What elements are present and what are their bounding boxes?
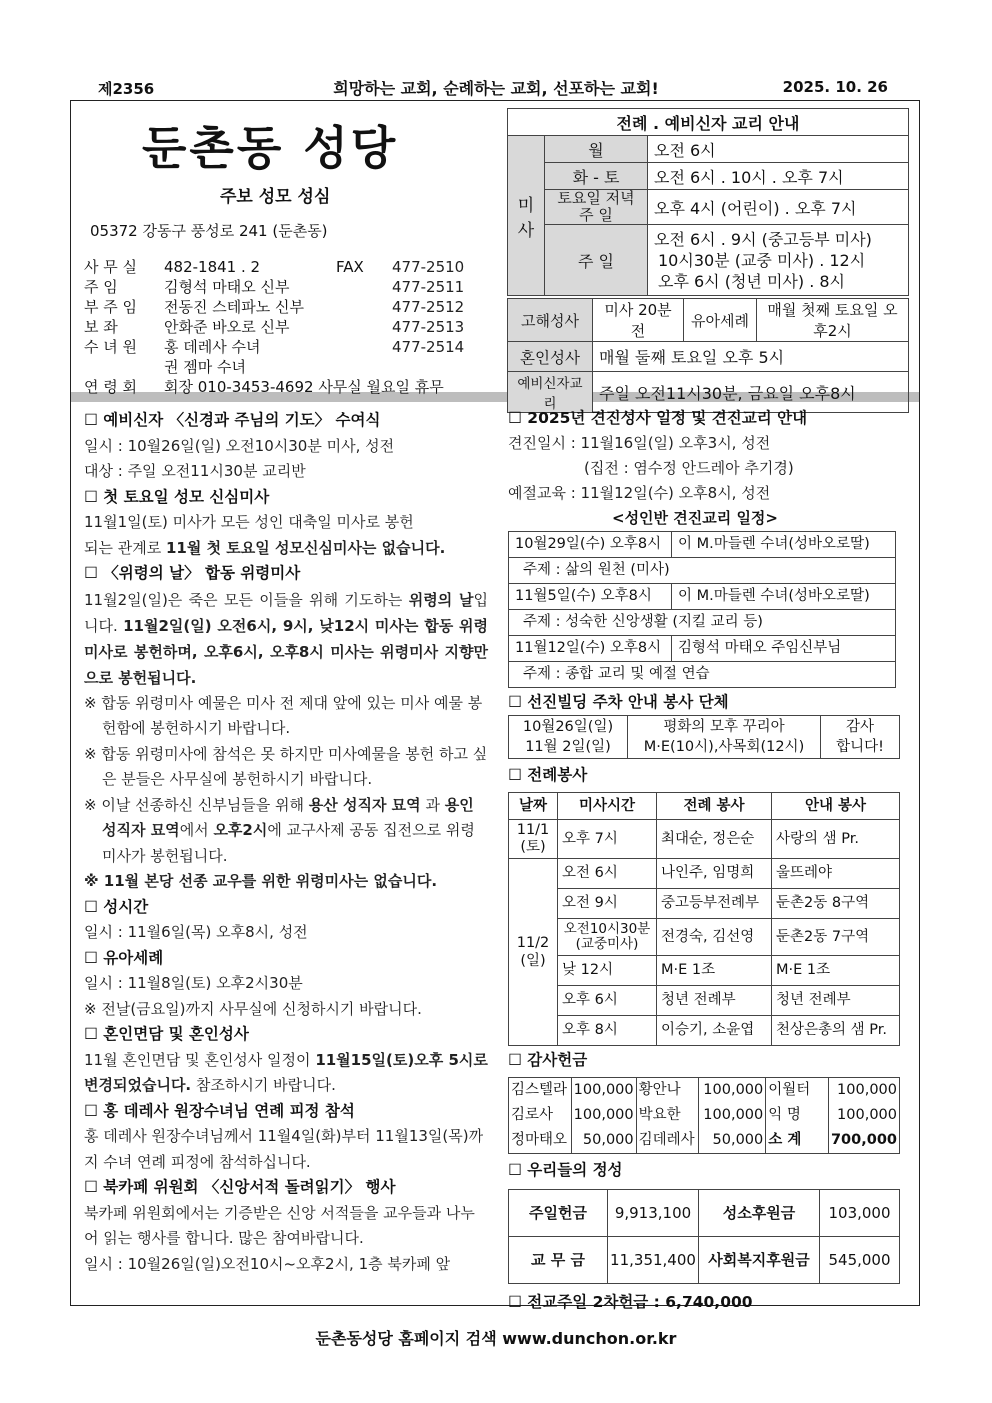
masthead-bar — [70, 74, 922, 100]
left-column: ☐ 예비신자 〈신경과 주님의 기도〉 수여식 일시 : 10월26일(일) 오전10시30분 미사, 성전 대상 : 주일 오전11시30분 교리반 ☐ 첫 토요일 성모 신심미사 11월1일(토) 미사가 모든 성인 대축일 미사로 봉헌 되는 관계로 11월 첫 토요일 성모신심미사는 없습니다. ☐ 〈위령의 날〉 합동 위령미사 11월2일(일)은 죽은 모든 이들을 위해 기도하는 위령의 날입니다. 11월2일(일) 오전6시, 9시, 낮12시 미사는 합동 위령미사로 봉헌하며, 오후6시, 오후8시 미사는 위령미사 지향만으로 봉헌됩니다. ※ 합동 위령미사 예물은 미사 전 제대 앞에 있는 미사 예물 봉헌함에 봉헌하시기 바랍니다. ※ 합동 위령미사에 참석은 못 하지만 미사예물을 봉헌 하고 싶은 분들은 사무실에 봉헌하시기 바랍니다. ※ 이날 선종하신 신부님들을 위해 용산 성직자 묘역 과 용인 성직자 묘역에서 오후2시에 교구사제 공동 집전으로 위령미사가 봉헌됩니다. ※ 11월 본당 선종 교우를 위한 위령미사는 없습니다. ☐ 성시간 일시 : 11월6일(목) 오후8시, 성전 ☐ 유아세례 일시 : 11월8일(토) 오후2시30분 ※ 전날(금요일)까지 사무실에 신청하시기 바랍니다. ☐ 혼인면담 및 혼인성사 11월 혼인면담 및 혼인성사 일정이 11월15일(토)오후 5시로 변경되었습니다. 참조하시기 바랍니다. ☐ 홍 데레사 원장수녀님 연례 피정 참석 홍 데레사 원장수녀님께서 11월4일(화)부터 11월13일(목)까지 수녀 연례 피정에 참석하십니다. ☐ 북카페 위원회 〈신앙서적 돌려읽기〉 행사 북카페 위원회에서는 기증받은 신앙 서적들을 교우들과 나누어 읽는 행사를 합니다. 많은 참여바랍니다. 일시 : 10월26일(일)오전10시~오후2시, 1층 북카페 앞 — [84, 408, 488, 1277]
mass-schedule-table: 전례 . 예비신자 교리 안내 미사 월 오전 6시 화 - 토 오전 6시 . 10시 . 오후 7시 토요일 저녁 주 일 오후 4시 (어린이) . 오후 7시 주 일 오전 6시 . 9시 (중고등부 미사) 10시30분 (교중 미사) . 12시 오후 6시 (청년 미사) . 8시 — [507, 108, 909, 296]
contact-list — [84, 257, 484, 397]
contact-row: 수 녀 원 홍 데레사 수녀 477-2514 — [84, 338, 465, 356]
thanksgiving-offering-table: 김스텔라 100,000 황안나 100,000 이월터 100,000 김로사 100,000 박요한 100,000 익 명 100,000 정마태오 50,000 김데레사 50,000 소 계 700,000 — [508, 1077, 900, 1154]
offering-totals-table: 주일헌금 9,913,100 성소후원금 103,000 교 무 금 11,351,400 사회복지후원금 545,000 — [508, 1189, 900, 1284]
notice-heading: ☐ 2025년 견진성사 일정 및 견진교리 안내 — [508, 409, 808, 427]
contact-row: 부 주 임 전동진 스테파노 신부 477-2512 — [84, 298, 465, 316]
notice-heading: ☐ 선진빌딩 주차 안내 봉사 단체 — [508, 693, 729, 711]
notice-heading: ☐ 성시간 — [84, 897, 149, 916]
parish-motto: 희망하는 교회, 순례하는 교회, 선포하는 교회! — [333, 79, 659, 98]
church-subtitle: 주보 성모 성심 — [220, 187, 331, 207]
parking-volunteer-table: 10월26일(일) 11월 2일(일) 평화의 모후 꾸리아 M·E(10시),사목회(12시) 감사 합니다! — [508, 715, 900, 759]
notice-heading: ☐ 감사헌금 — [508, 1051, 588, 1069]
contact-row: 연 령 회 회장 010-3453-4692 사무실 월요일 휴무 — [84, 378, 444, 396]
notice-heading: ☐ 유아세례 — [84, 948, 164, 967]
contact-row: 권 젬마 수녀 — [164, 358, 246, 376]
notice-heading: ☐ 홍 데레사 원장수녀님 연례 피정 참석 — [84, 1101, 355, 1120]
mission-offering: ☐ 전교주일 2차헌금 : 6,740,000 — [508, 1293, 753, 1311]
liturgy-service-table: 날짜 미사시간 전례 봉사 안내 봉사 11/1 (토) 오후 7시 최대순, 정은순 사랑의 샘 Pr. 11/2 (일) 오전 6시 나인주, 임명희 울뜨레야 오전 9시 중고등부전례부 둔촌2동 8구역 오전10시30분 (교중미사) 전경숙, 김선영 둔촌2동 7구역 낮 12시 M·E 1조 M·E 1조 오후 6시 청년 전례부 청년 전례부 오후 8시 이승기, 소윤엽 천상은총의 샘 Pr. — [508, 792, 900, 1046]
issue-number: 제2356 — [98, 80, 155, 98]
confirmation-schedule-table: 10월29일(수) 오후8시 이 M.마들렌 수녀(성바오로딸) 주제 : 삶의 원천 (미사) 11월5일(수) 오후8시 이 M.마들렌 수녀(성바오로딸) 주제 : 성숙한 신앙생활 (지킬 교리 등) 11월12일(수) 오후8시 김형석 마태오 주임신부님 주제 : 종합 교리 및 예절 연습 — [508, 531, 896, 688]
notice-heading: ☐ 혼인면담 및 혼인성사 — [84, 1025, 249, 1043]
contact-row: 주 임 김형석 마태오 신부 477-2511 — [84, 278, 465, 296]
church-name: 둔촌동 성당 — [142, 121, 399, 175]
notice-heading: ☐ 첫 토요일 성모 신심미사 — [84, 487, 270, 506]
church-address: 05372 강동구 풍성로 241 (둔촌동) — [90, 222, 328, 240]
homepage-footer: 둔촌동성당 홈페이지 검색 www.dunchon.or.kr — [315, 1329, 677, 1348]
notice-heading: ☐ 예비신자 〈신경과 주님의 기도〉 수여식 — [84, 411, 381, 429]
notice-heading: ☐ 전례봉사 — [508, 766, 588, 784]
sacrament-table: 고해성사 미사 20분전 유아세례 매월 첫째 토요일 오후2시 혼인성사 매월 둘째 토요일 오후 5시 예비신자교리 주일 오전11시30분, 금요일 오후8시 — [507, 298, 909, 413]
notice-heading: ☐ 우리들의 정성 — [508, 1161, 623, 1179]
confirmation-subtitle: <성인반 견진교리 일정> — [612, 509, 778, 527]
contact-row: 사 무 실 482-1841 . 2 FAX 477-2510 — [84, 258, 465, 276]
issue-date: 2025. 10. 26 — [782, 78, 888, 96]
notice-heading: ☐ 북카페 위원회 〈신앙서적 돌려읽기〉 행사 — [84, 1178, 396, 1196]
right-column: ☐ 2025년 견진성사 일정 및 견진교리 안내 견진일시 : 11월16일(일) 오후3시, 성전 (집전 : 염수정 안드레아 추기경) 예절교육 : 11월12일(수) 오후8시, 성전 <성인반 견진교리 일정> 10월29일(수) 오후8시 이 M.마들렌 수녀(성바오로딸) 주제 : 삶의 원천 (미사) 11월5일(수) 오후8시 이 M.마들렌 수녀(성바오로딸) 주제 : 성숙한 신앙생활 (지킬 교리 등) 11월12일(수) 오후8시 김형석 마태오 주임신부님 주제 : 종합 교리 및 예절 연습 ☐ 선진빌딩 주차 안내 봉사 단체 10월26일(일) 11월 2일(일) 평화의 모후 꾸리아 M·E(10시),사목회(12시) 감사 합니다! ☐ 전례봉사 날짜 미사시간 전례 봉사 안내 봉사 11/1 (토) 오후 7시 최대순, 정은순 사랑의 샘 Pr. 11/2 (일) 오전 6시 나인주, 임명희 울뜨레야 오전 9시 중고등부전례부 둔촌2동 8구역 오전10시30분 (교중미사) 전경숙, 김선영 둔촌2동 7구역 낮 12시 M·E 1조 M·E 1조 오후 6시 청년 전례부 청년 전례부 오후 8시 이승기, 소윤엽 천상은총의 샘 Pr. ☐ 감사헌금 김스텔라 100,000 황안나 100,000 이월터 100,000 김로사 100,000 박요한 100,000 익 명 100,000 정마태오 50,000 김데레사 50,000 소 계 700,000 ☐ 우리들의 정성 주일헌금 9,913,100 성소후원금 103,000 교 무 금 11,351,400 사회복지후원금 545,000 ☐ 전교주일 2차헌금 : 6,740,000 — [508, 406, 912, 1315]
mass-category: 미사 — [508, 136, 545, 296]
notice-heading: ☐ 〈위령의 날〉 합동 위령미사 — [84, 564, 301, 582]
contact-row: 보 좌 안화준 바오로 신부 477-2513 — [84, 318, 465, 336]
mass-table-title: 전례 . 예비신자 교리 안내 — [508, 109, 909, 136]
